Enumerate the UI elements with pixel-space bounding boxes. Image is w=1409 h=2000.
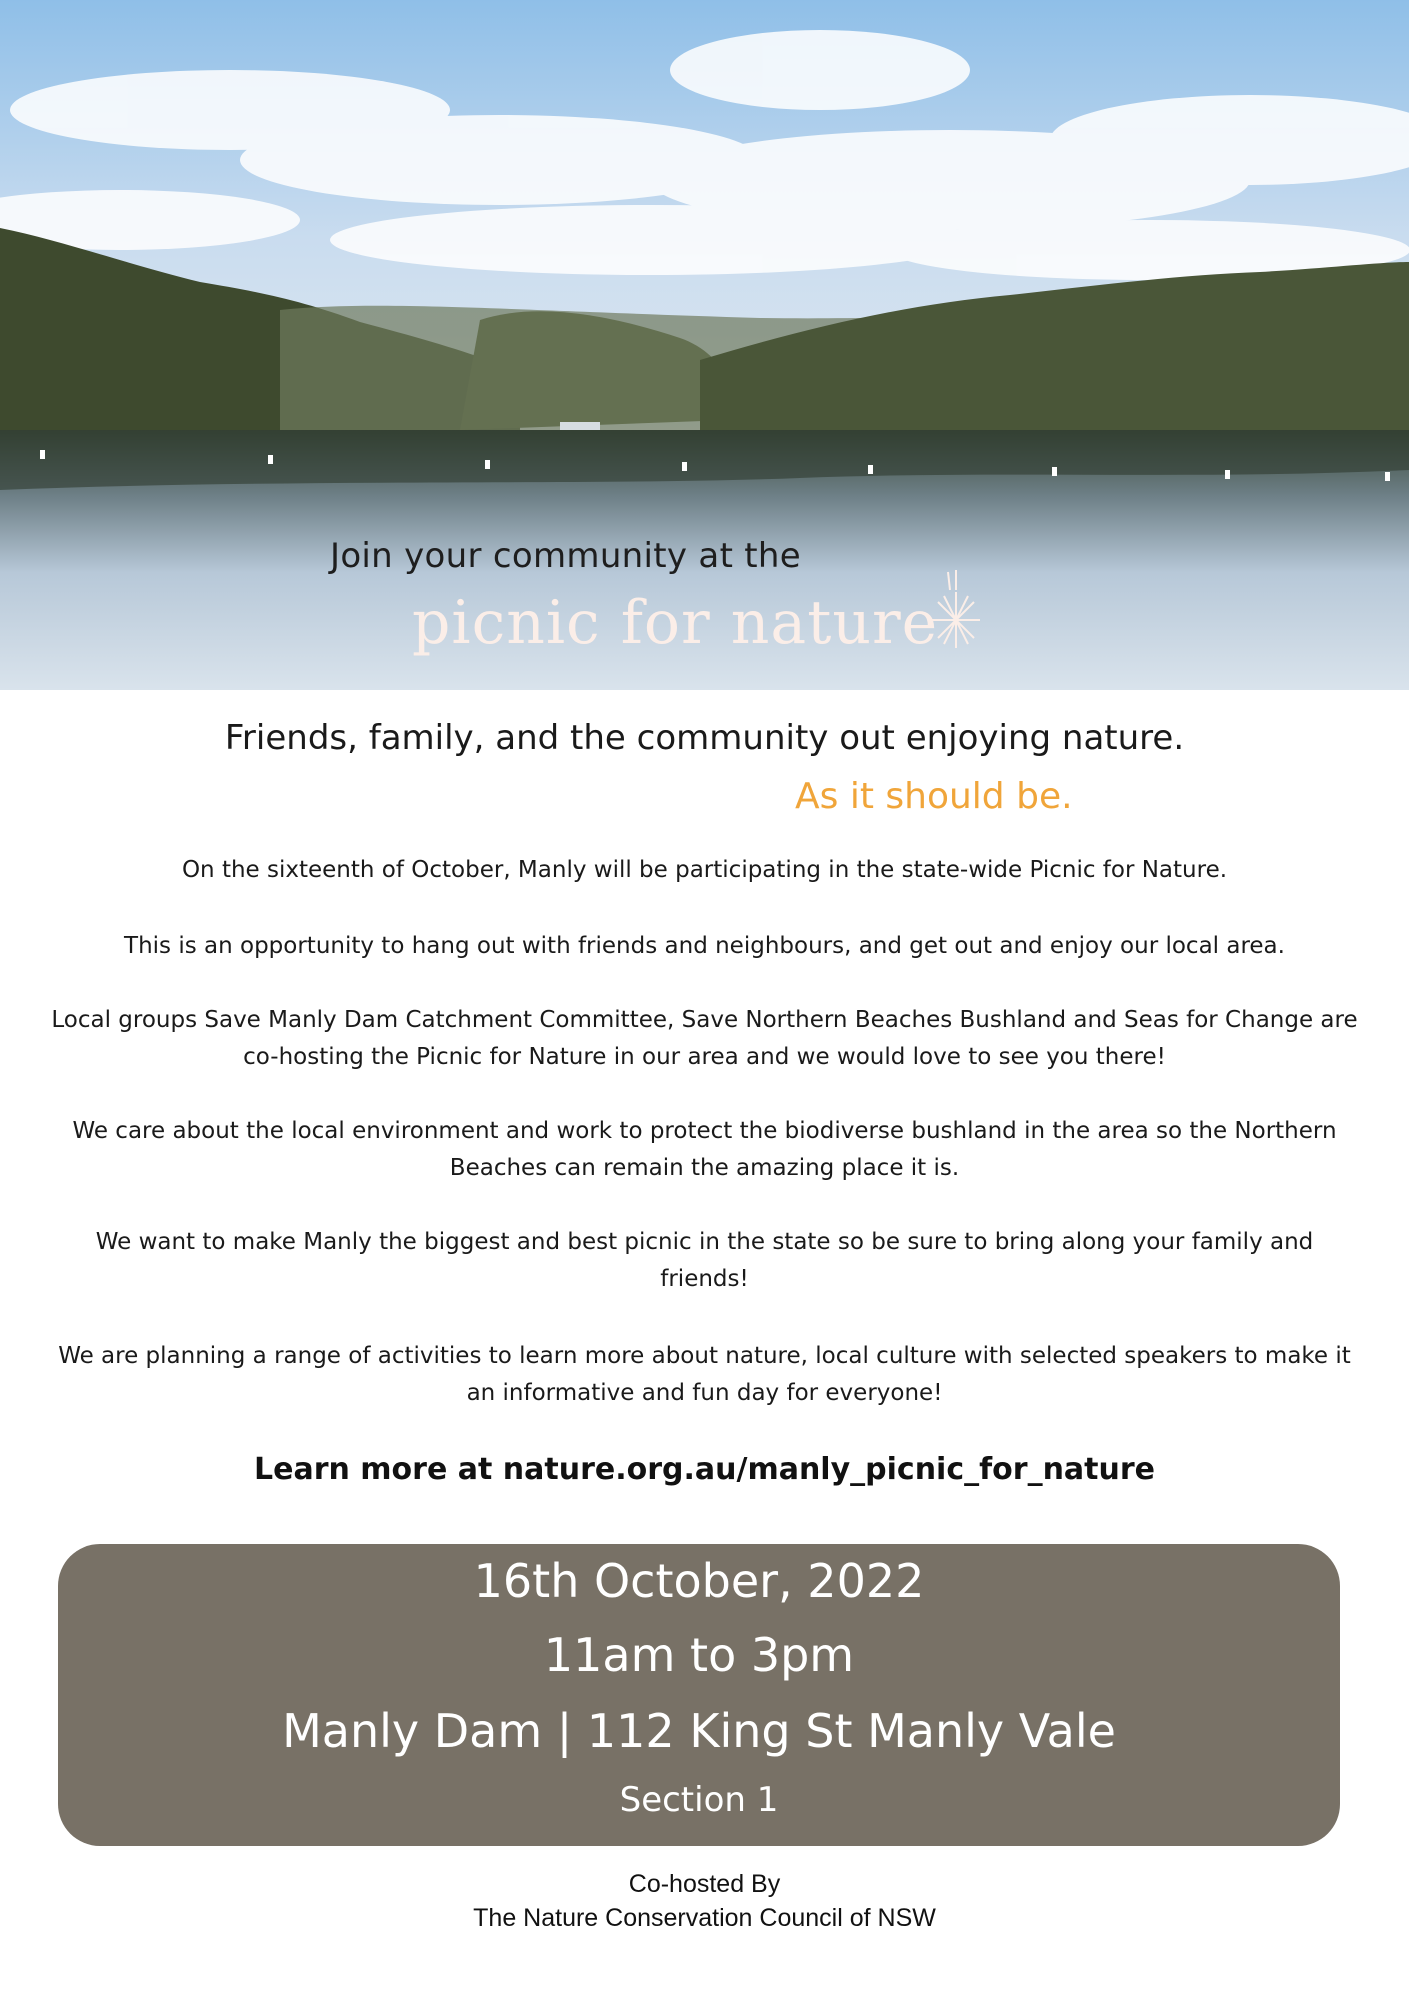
cohosts-paragraph: Local groups Save Manly Dam Catchment Committee, Save Northern Beaches Bushland and Seas for Change are co-hosting the Picnic for Nature in our area and we would love to see you there!	[51, 1007, 1358, 1070]
opportunity-paragraph: This is an opportunity to hang out with friends and neighbours, and get out and enjoy our local area.	[124, 933, 1285, 959]
event-details-box	[58, 1544, 1340, 1846]
biggest-picnic-paragraph: We want to make Manly the biggest and best picnic in the state so be sure to bring along your family and friends!	[95, 1229, 1314, 1292]
environment-paragraph: We care about the local environment and work to protect the biodiverse bushland in the area so the Northern Beaches can remain the amazing place it is.	[72, 1118, 1337, 1181]
hero-title: picnic for nature	[412, 588, 939, 658]
cohost-name: The Nature Conservation Council of NSW	[473, 1904, 936, 1932]
event-time: 11am to 3pm	[543, 1628, 855, 1682]
activities-paragraph: We are planning a range of activities to learn more about nature, local culture with selected speakers to make it an informative and fun day for everyone!	[58, 1343, 1351, 1406]
event-section: Section 1	[619, 1780, 779, 1820]
tagline: Friends, family, and the community out enjoying nature.	[224, 718, 1185, 758]
event-date: 16th October, 2022	[473, 1554, 925, 1608]
starburst-icon	[928, 570, 984, 650]
event-venue: Manly Dam | 112 King St Manly Vale	[282, 1704, 1116, 1758]
lake-landscape-image	[0, 0, 1409, 690]
tagline-accent: As it should be.	[795, 776, 1073, 817]
hero-banner	[0, 0, 1409, 690]
cohost-label: Co-hosted By	[628, 1870, 781, 1898]
hero-subtitle: Join your community at the	[330, 536, 801, 576]
learn-more-link[interactable]: Learn more at nature.org.au/manly_picnic_for_nature	[253, 1452, 1156, 1487]
intro-paragraph: On the sixteenth of October, Manly will be participating in the state-wide Picnic for Nature.	[181, 857, 1228, 883]
